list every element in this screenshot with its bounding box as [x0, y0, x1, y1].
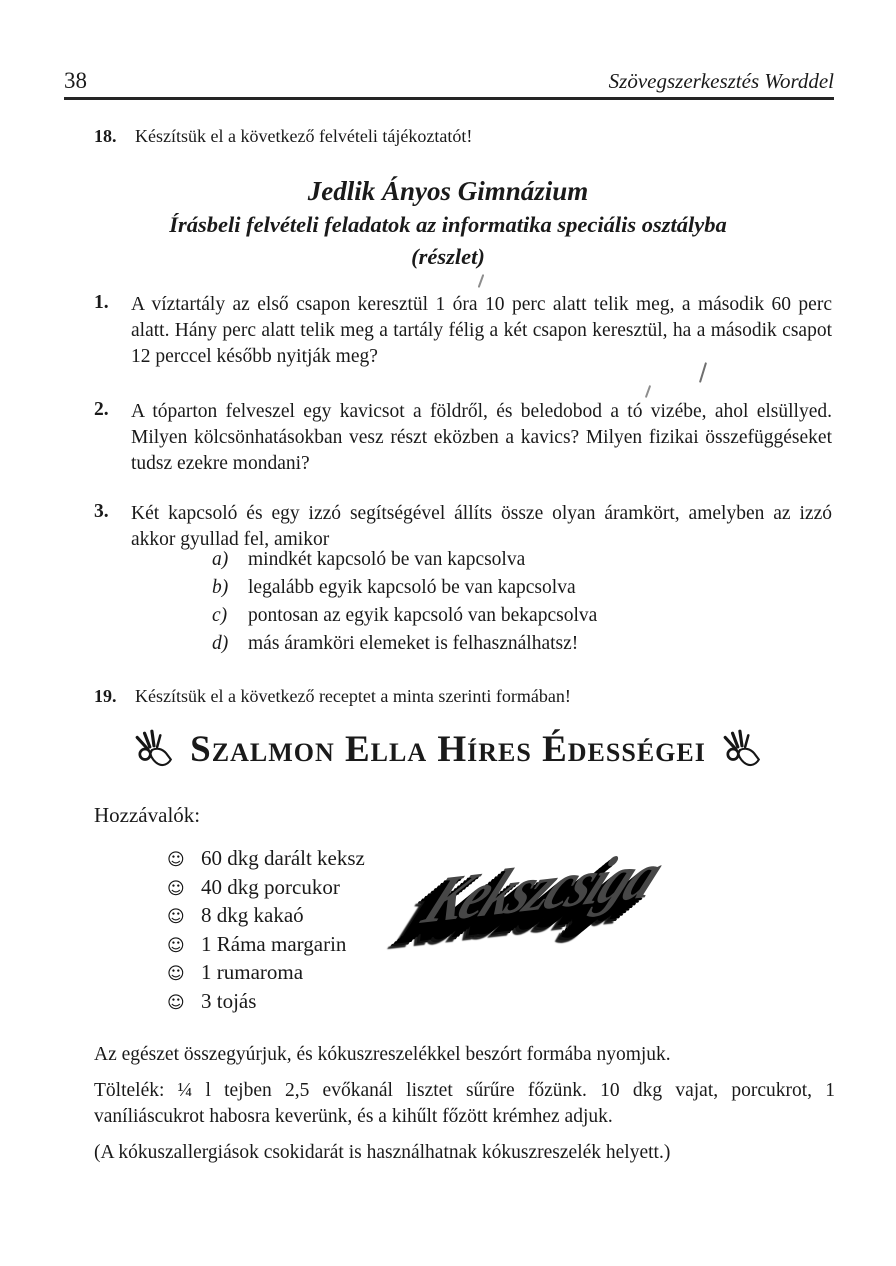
problem-1-number: 1.: [94, 292, 109, 313]
subitem-a: [212, 546, 597, 574]
recipe-title-row: [0, 726, 896, 772]
list-item: [167, 960, 365, 989]
task-19-number: 19.: [94, 686, 117, 706]
smiley-bullet-icon: ☺: [167, 935, 185, 956]
filling-paragraph: Töltelék: ¼ l tejben 2,5 evőkanál lisztet sűrűre főzünk. 10 dkg vajat, porcukrot, 1 vaníliáscukrot habosra keverünk, és a kihűlt főzött krémhez adjuk.: [94, 1080, 835, 1127]
task-18-number: 18.: [94, 126, 117, 146]
subitem-b-label: b): [212, 577, 229, 598]
subitem-c: [212, 602, 597, 630]
smiley-bullet-icon: ☺: [167, 992, 185, 1013]
ingredient-text: 3 tojás: [201, 988, 257, 1013]
task-19-text: Készítsük el a következő receptet a minta szerinti formában!: [135, 686, 571, 706]
ingredients-label: Hozzávalók:: [94, 803, 201, 827]
problem-2: [94, 399, 832, 477]
notice-subtitle-note: (részlet): [411, 244, 485, 269]
subitem-a-text: mindkét kapcsoló be van kapcsolva: [248, 549, 526, 570]
subitem-b-text: legalább egyik kapcsoló be van kapcsolva: [248, 577, 576, 598]
allergy-note-paragraph: (A kókuszallergiások csokidarát is használhatnak kókuszreszelék helyett.): [94, 1142, 671, 1163]
problem-3-text: Két kapcsoló és egy izzó segítségével állíts össze olyan áramkört, amelyben az izzó akkor gyullad fel, amikor: [131, 503, 832, 550]
ingredient-text: 1 rumaroma: [201, 960, 304, 984]
smiley-bullet-icon: ☺: [167, 907, 185, 927]
wordart-graphic: [388, 837, 724, 970]
problem-1: [94, 292, 832, 370]
instructions-paragraph: Az egészet összegyúrjuk, és kókuszreszelékkel beszórt formába nyomjuk.: [94, 1044, 671, 1065]
ingredient-text: 40 dkg porcukor: [201, 874, 340, 899]
pencil-mark: [478, 274, 485, 288]
list-item: [167, 875, 365, 904]
ok-hand-icon: [133, 726, 175, 772]
task-18-text: Készítsük el a következő felvételi tájékoztatót!: [135, 126, 473, 146]
wordart-text: Kekszcsiga: [411, 837, 675, 939]
ingredient-text: 8 dkg kakaó: [201, 903, 304, 927]
running-title: Szövegszerkesztés Worddel: [608, 69, 834, 93]
ingredient-text: 60 dkg darált keksz: [201, 846, 365, 870]
subitem-d-label: d): [212, 633, 229, 654]
smiley-bullet-icon: ☺: [167, 964, 185, 984]
smiley-bullet-icon: ☺: [167, 850, 185, 870]
list-item: [167, 989, 365, 1018]
problem-2-number: 2.: [94, 399, 109, 420]
smiley-bullet-icon: ☺: [167, 878, 185, 899]
subitem-b: [212, 574, 597, 602]
ingredients-list: [167, 846, 365, 1017]
page-header: [64, 56, 834, 100]
problem-3-number: 3.: [94, 501, 109, 522]
subitem-c-label: c): [212, 605, 228, 626]
list-item: [167, 903, 365, 932]
problem-2-text: A tóparton felveszel egy kavicsot a földről, és beledobod a tó vizébe, ahol elsüllyed. Milyen kölcsönhatásokban vesz részt eközben a kavics? Milyen fizikai összefüggéseket tudsz ezekre mondani?: [131, 401, 832, 474]
task-18: [94, 126, 472, 147]
ok-hand-icon: [721, 726, 763, 772]
ingredient-text: 1 Ráma margarin: [201, 931, 347, 956]
problem-1-text: A víztartály az első csapon keresztül 1 óra 10 perc alatt telik meg, a második 60 perc alatt. Hány perc alatt telik meg a tartály félig a két csapon keresztül, ha a második csapot 12 perccel később nyitják meg?: [131, 294, 832, 367]
subitem-d-text: más áramköri elemeket is felhasználhatsz!: [248, 633, 579, 654]
page-number: 38: [64, 68, 87, 93]
subitem-d: [212, 630, 597, 658]
recipe-title: Szalmon Ella Híres Édességei: [190, 728, 706, 770]
problem-3-subitems: [212, 546, 597, 658]
subitem-a-label: a): [212, 549, 229, 570]
subitem-c-text: pontosan az egyik kapcsoló van bekapcsolva: [248, 605, 598, 626]
notice-title: Jedlik Ányos Gimnázium: [307, 176, 589, 206]
list-item: [167, 846, 365, 875]
task-19: [94, 686, 571, 707]
list-item: [167, 932, 365, 961]
notice-subtitle: Írásbeli felvételi feladatok az informatika speciális osztályba: [169, 212, 727, 237]
pencil-mark: [645, 385, 651, 398]
